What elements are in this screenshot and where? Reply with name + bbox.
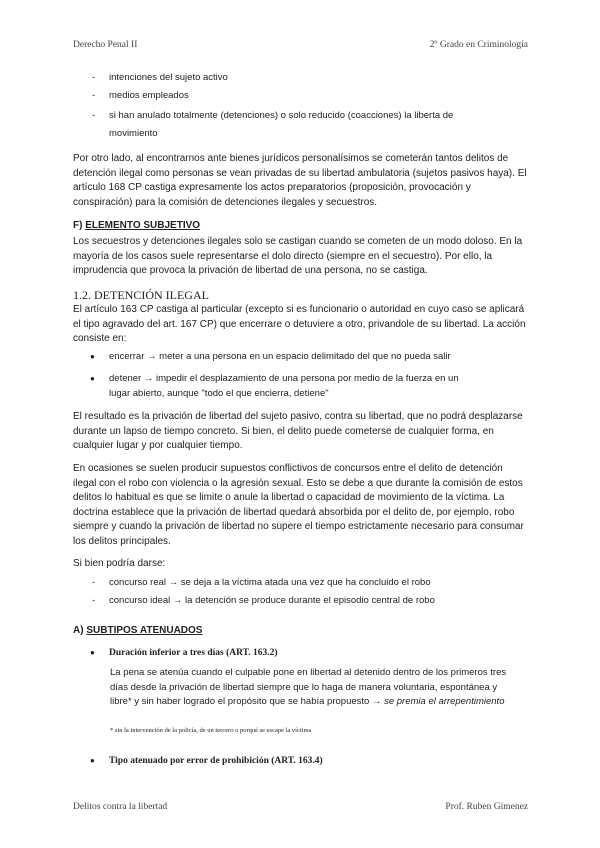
section-heading	[73, 220, 200, 231]
subtipo-text: La pena se atenúa cuando el culpable pone en libertad al detenido dentro de los primeros tres días desde la privación de libertad siempre que lo haga de manera voluntaria, espontánea y libre* y sin haber logrado el propósito que se había propuesto	[110, 667, 507, 707]
paragraph: En ocasiones se suelen producir supuestos conflictivos de concursos entre el delito de detención ilegal con el robo con violencia o la agresión sexual. Esto se debe a que durante la comisión de estos delitos lo habitual es que se limite o anule la libertad o capacidad de movimiento de la víctima. La doctrina establece que la privación de libertad quedará absorbida por el delito de, por ejemplo, robo siempre y cuando la privación de libertad no supere el tiempo estrictamente necesario para consumar los delitos principales.	[73, 463, 524, 547]
section-prefix: A)	[73, 625, 87, 636]
list-item-text: si han anulado totalmente (detenciones) o solo reducido (coacciones) la liberta de movimiento	[109, 110, 454, 139]
subtipo-italic: → se premia el arrepentimiento	[371, 696, 505, 707]
list-item: - intenciones del sujeto activo	[92, 71, 522, 86]
paragraph: Por otro lado, al encontrarnos ante bienes jurídicos personalísimos se cometerán tantos delitos de detención ilegal como personas se vean privadas de su libertad ambulatoria (sujetos pasivos haya). El artículo 168 CP castiga expresamente los actos preparatorios (proposición, provocación y conspiración) para la comisión de detenciones ilegales y secuestros.	[73, 153, 527, 208]
list-item-text: concurso real → se deja a la víctima atada una vez que ha concluido el robo	[109, 577, 431, 588]
list-item-text: medios empleados	[109, 90, 189, 101]
section-heading	[73, 625, 202, 636]
header-right: 2º Grado en Criminología	[429, 40, 528, 50]
list-item-text: detener → impedir el desplazamiento de una persona por medio de la fuerza en un lugar abierto, aunque "todo el que encierra, detiene"	[109, 373, 459, 399]
footnote: * sin la intervención de la policía, de un tercero o porqué se escape la víctima	[110, 727, 312, 734]
subtipo-title: Tipo atenuado por error de prohibición (ART. 163.4)	[109, 756, 323, 766]
subtipo-description	[110, 666, 520, 710]
subtipo-title: Duración inferior a tres días (ART. 163.2)	[109, 648, 278, 658]
section-title: SUBTIPOS ATENUADOS	[86, 625, 203, 636]
subtipo-item: ● Tipo atenuado por error de prohibición (ART. 163.4)	[90, 754, 527, 769]
paragraph: Si bien podría darse:	[73, 558, 166, 569]
subtipo-item: ● Duración inferior a tres días (ART. 163.2)	[90, 646, 527, 661]
section-heading: 1.2. DETENCIÓN ILEGAL	[73, 288, 209, 302]
header-left: Derecho Penal II	[73, 40, 138, 50]
paragraph: El resultado es la privación de libertad del sujeto pasivo, contra su libertad, que no podrá desplazarse durante un lapso de tiempo concreto. Si bien, el delito puede cometerse de cualquier forma, en cualquier lugar y por cualquier tiempo.	[73, 411, 523, 451]
list-item: - medios empleados	[92, 89, 522, 104]
list-item: - si han anulado totalmente (detenciones) o solo reducido (coacciones) la liberta de movimiento	[92, 107, 522, 143]
list-item-text: concurso ideal → la detención se produce durante el episodio central de robo	[109, 595, 435, 606]
list-item: - concurso real → se deja a la víctima atada una vez que ha concluido el robo	[92, 576, 522, 591]
paragraph: Los secuestros y detenciones ilegales solo se castigan cuando se cometen de un modo doloso. En la mayoría de los casos suele representarse el dolo directo (siempre en el secuestro). Por ello, la imprudencia que provoca la privación de libertad de una persona, no se castiga.	[73, 236, 523, 276]
list-item: - concurso ideal → la detención se produce durante el episodio central de robo	[92, 594, 522, 609]
list-item: ● encerrar → meter a una persona en un espacio delimitado del que no pueda salir	[90, 350, 527, 365]
list-item-text: intenciones del sujeto activo	[109, 72, 228, 83]
footer-right: Prof. Ruben Gimenez	[445, 802, 528, 812]
paragraph: El artículo 163 CP castiga al particular (excepto si es funcionario o autoridad en cuyo caso se aplicará el tipo agravado del art. 167 CP) que encerrare o detuviere a otro, privandole de su libertad. La acción consiste en:	[73, 304, 526, 344]
section-prefix: F)	[73, 220, 86, 231]
list-item-text: encerrar → meter a una persona en un espacio delimitado del que no pueda salir	[109, 351, 451, 362]
footer-left: Delitos contra la libertad	[73, 802, 168, 812]
list-item: ● detener → impedir el desplazamiento de una persona por medio de la fuerza en un lugar abierto, aunque "todo el que encierra, detiene"	[90, 372, 527, 401]
section-title: ELEMENTO SUBJETIVO	[85, 220, 201, 231]
